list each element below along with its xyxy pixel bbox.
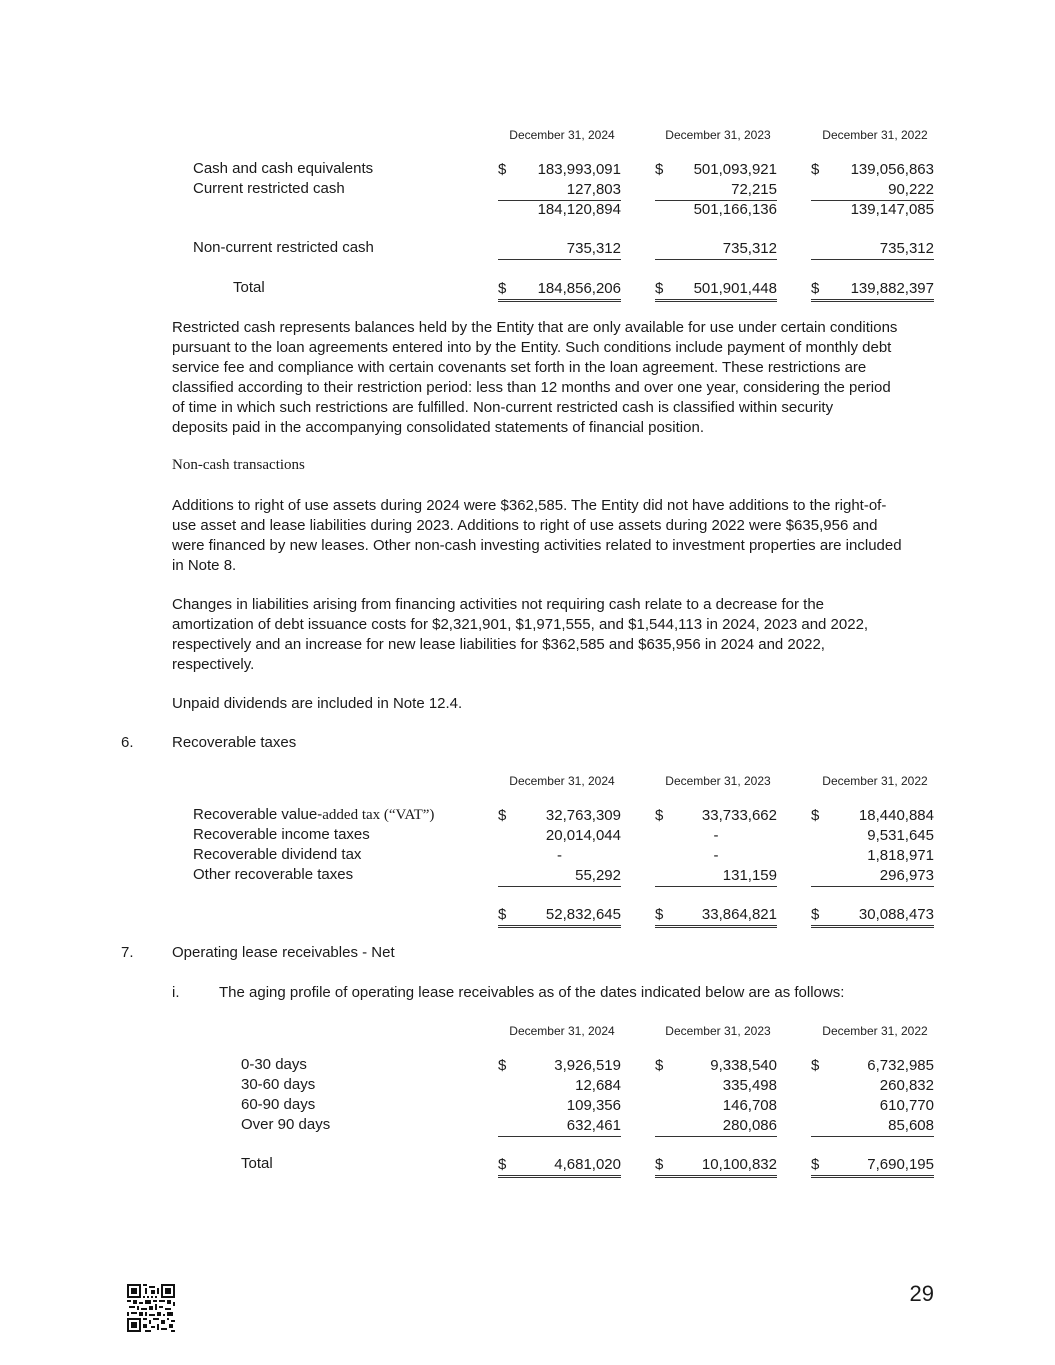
- value-cell: 131,159: [655, 866, 777, 887]
- value-cell: $ 9,338,540: [655, 1057, 777, 1074]
- row-label: Current restricted cash: [193, 180, 345, 197]
- total-cell: $ 4,681,020: [498, 1155, 621, 1178]
- row-label: Other recoverable taxes: [193, 866, 354, 883]
- total-cell: $ 184,856,206: [498, 279, 621, 302]
- section-title: Recoverable taxes: [172, 734, 297, 751]
- value-cell: 1,818,971: [867, 847, 934, 864]
- value-cell: 9,531,645: [867, 827, 934, 844]
- value-cell: 280,086: [655, 1116, 777, 1137]
- value-cell: 146,708: [722, 1097, 777, 1114]
- row-label: Recoverable dividend tax: [193, 846, 362, 863]
- value-cell: 735,312: [811, 239, 934, 260]
- total-label: Total: [241, 1155, 273, 1172]
- value-cell: 260,832: [879, 1077, 934, 1094]
- row-label: Recoverable income taxes: [193, 826, 370, 843]
- total-cell: $ 501,901,448: [655, 279, 777, 302]
- non-cash-heading: Non-cash transactions: [172, 457, 305, 473]
- value-cell: $ 3,926,519: [498, 1057, 621, 1074]
- section-title: Operating lease receivables - Net: [172, 944, 395, 961]
- value-cell: $ 139,056,863: [811, 161, 934, 178]
- column-header: December 31, 2022: [822, 1024, 928, 1038]
- column-header: December 31, 2024: [509, 1024, 615, 1038]
- subtotal-cell: 501,166,136: [693, 201, 777, 218]
- column-header: December 31, 2024: [509, 128, 615, 142]
- value-cell: -: [713, 827, 719, 844]
- section-number: 6.: [121, 734, 134, 751]
- dividends-note: Unpaid dividends are included in Note 12.4.: [172, 695, 463, 712]
- value-cell: 72,215: [655, 180, 777, 201]
- total-cell: $ 30,088,473: [811, 905, 934, 928]
- value-cell: 335,498: [722, 1077, 777, 1094]
- column-header: December 31, 2022: [822, 128, 928, 142]
- subtotal-cell: 139,147,085: [850, 201, 934, 218]
- row-label: Recoverable value-added tax (“VAT”): [193, 806, 435, 823]
- column-header: December 31, 2023: [665, 774, 771, 788]
- subsection-text: The aging profile of operating lease receivables as of the dates indicated below are as follows:: [219, 984, 845, 1001]
- qr-code-icon: [127, 1284, 175, 1332]
- non-cash-paragraph: Additions to right of use assets during 2024 were $362,585. The Entity did not have additions to the right-of- use asset and lease liabilities during 2023. Additions to right of use assets during 2022 were $635,956 and were financed by new leases. Other non-cash investing activities related to investment properties are included in Note 8.: [172, 497, 902, 574]
- value-cell: -: [557, 847, 562, 864]
- row-label: 0-30 days: [241, 1056, 307, 1073]
- total-cell: $ 7,690,195: [811, 1155, 934, 1178]
- total-cell: $ 33,864,821: [655, 905, 777, 928]
- value-cell: 90,222: [811, 180, 934, 201]
- value-cell: 735,312: [655, 239, 777, 260]
- page-number: 29: [909, 1281, 934, 1306]
- row-label: Over 90 days: [241, 1116, 331, 1133]
- value-cell: $ 501,093,921: [655, 161, 777, 178]
- value-cell: 12,684: [575, 1077, 621, 1094]
- column-header: December 31, 2024: [509, 774, 615, 788]
- value-cell: 20,014,044: [545, 827, 621, 844]
- section-number: 7.: [121, 944, 134, 961]
- value-cell: 735,312: [498, 239, 621, 260]
- row-label: 60-90 days: [241, 1096, 316, 1113]
- value-cell: -: [713, 847, 719, 864]
- value-cell: 632,461: [498, 1116, 621, 1137]
- value-cell: $ 183,993,091: [498, 161, 621, 178]
- total-cell: $ 10,100,832: [655, 1155, 777, 1178]
- value-cell: 55,292: [498, 866, 621, 887]
- value-cell: 85,608: [811, 1116, 934, 1137]
- value-cell: $ 6,732,985: [811, 1057, 934, 1074]
- restricted-cash-paragraph: Restricted cash represents balances held by the Entity that are only available for use under certain conditions pursuant to the loan agreements entered into by the Entity. Such conditions include payment of monthly debt service fee and compliance with certain covenants set forth in the loan agreement. These restrictions are classified according to their restriction period: less than 12 months and over one year, considering the period of time in which such restrictions are fulfilled. Non-current restricted cash is classified within security deposits paid in the accompanying consolidated statements of financial position.: [172, 319, 898, 436]
- value-cell: $ 32,763,309: [498, 807, 621, 824]
- value-cell: 109,356: [566, 1097, 621, 1114]
- subtotal-cell: 184,120,894: [537, 201, 621, 218]
- row-label: Non-current restricted cash: [193, 239, 374, 256]
- total-cell: $ 139,882,397: [811, 279, 934, 302]
- value-cell: 296,973: [811, 866, 934, 887]
- row-label: 30-60 days: [241, 1076, 316, 1093]
- total-cell: $ 52,832,645: [498, 905, 621, 928]
- column-header: December 31, 2023: [665, 1024, 771, 1038]
- column-header: December 31, 2022: [822, 774, 928, 788]
- value-cell: $ 33,733,662: [655, 807, 777, 824]
- column-header: December 31, 2023: [665, 128, 771, 142]
- row-label: Cash and cash equivalents: [193, 160, 374, 177]
- value-cell: 610,770: [879, 1097, 934, 1114]
- liabilities-paragraph: Changes in liabilities arising from financing activities not requiring cash relate to a decrease for the amortization of debt issuance costs for $2,321,901, $1,971,555, and $1,544,113 in 2024, 2023 and 2022, respectively and an increase for new lease liabilities for $362,585 and $635,956 in 2024 and 2022, respectively.: [172, 596, 869, 673]
- value-cell: 127,803: [498, 180, 621, 201]
- subsection-number: i.: [172, 984, 180, 1001]
- value-cell: $ 18,440,884: [811, 807, 934, 824]
- total-label: Total: [233, 279, 265, 296]
